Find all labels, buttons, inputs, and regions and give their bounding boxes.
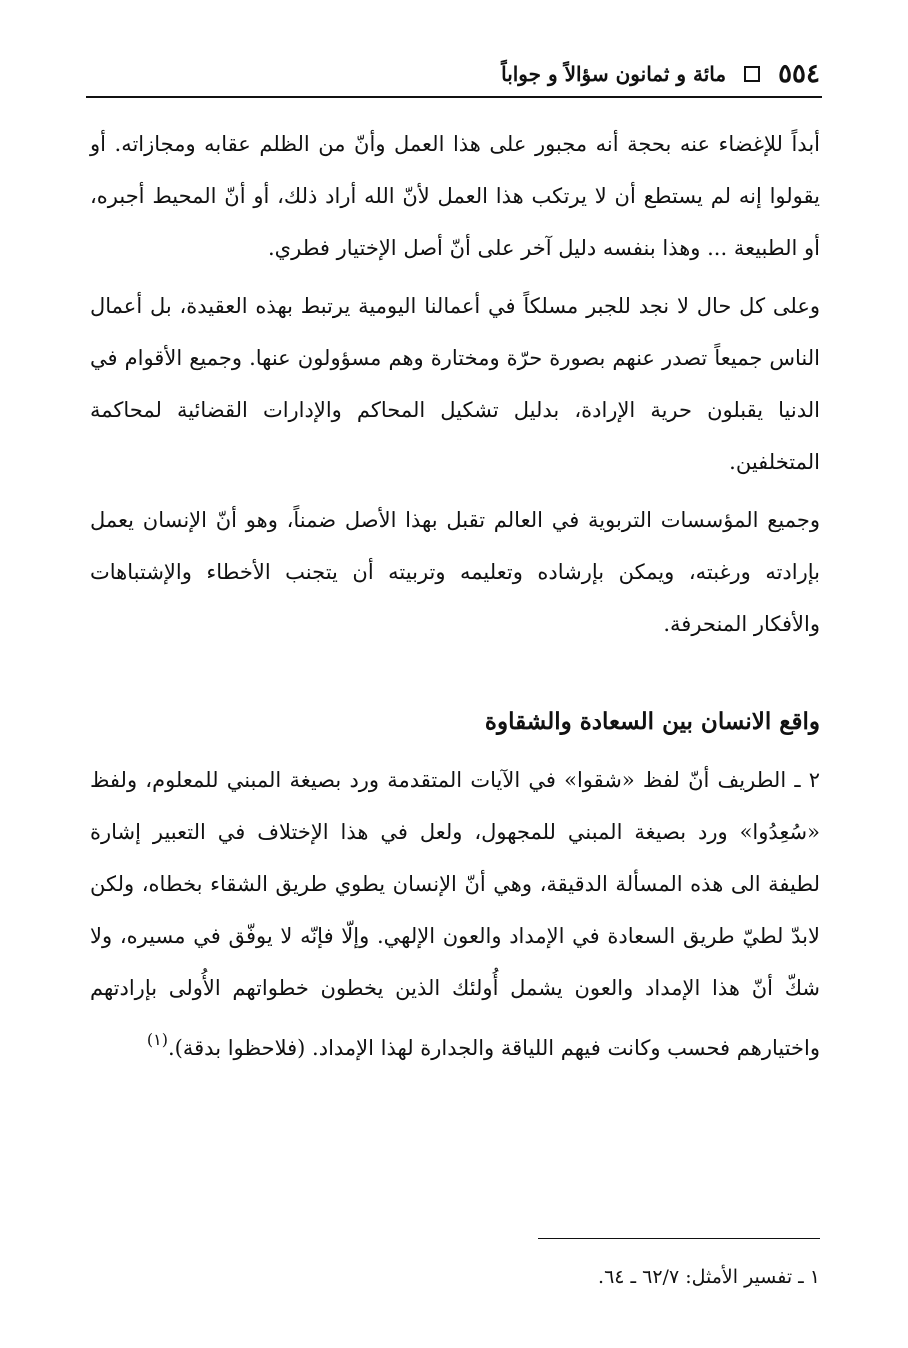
footnote: ١ ـ تفسير الأمثل: ٦٢/٧ ـ ٦٤.: [598, 1266, 820, 1288]
book-title: مائة و ثمانون سؤالاً و جواباً: [501, 62, 727, 86]
section-paragraph-text: ٢ ـ الطريف أنّ لفظ «شقوا» في الآيات المتقدمة ورد بصيغة المبني للمعلوم، ولفظ «سُعِدُوا» ورد بصيغة المبني للمجهول، ولعل في هذا الإختلاف في التعبير إشارة لطيفة الى هذه المسألة الدقيقة، وهي أنّ الإنسان يطوي طريق الشقاء بخطاه، ولكن لابدّ لطيّ طريق السعادة في الإمداد والعون الإلهي. وإلّا فإنّه لا يوفّق في مسيره، ولا شكّ أنّ هذا الإمداد والعون يشمل أُولئك الذين يخطون خطواتهم الأُولى بإرادتهم واختيارهم فحسب وكانت فيهم اللياقة والجدارة لهذا الإمداد. (فلاحظوا بدقة).: [90, 768, 820, 1060]
page-number: ٥٥٤: [778, 59, 820, 89]
running-head: [90, 54, 820, 94]
footnote-divider: [538, 1238, 820, 1239]
paragraph: وعلى كل حال لا نجد للجبر مسلكاً في أعمالنا اليومية يرتبط بهذه العقيدة، بل أعمال الناس جميعاً تصدر عنهم بصورة حرّة ومختارة وهم مسؤولون عنها. وجميع الأقوام في الدنيا يقبلون حرية الإرادة، بدليل تشكيل المحاكم والإدارات القضائية لمحاكمة المتخلفين.: [90, 294, 820, 474]
square-ornament-icon: [744, 66, 760, 82]
footnote-reference: (١): [146, 1030, 168, 1049]
header-divider: [86, 96, 822, 98]
section-heading: واقع الانسان بين السعادة والشقاوة: [484, 708, 820, 735]
paragraph: أبداً للإغضاء عنه بحجة أنه مجبور على هذا العمل وأنّ من الظلم عقابه ومجازاته. أو يقولوا إنه لم يستطع أن لا يرتكب هذا العمل لأنّ الله أراد ذلك، أو أنّ المحيط أجبره، أو الطبيعة ... وهذا بنفسه دليل آخر على أنّ أصل الإختيار فطري.: [90, 132, 820, 260]
body-text: [90, 118, 820, 1074]
section-paragraph: [90, 754, 820, 1074]
paragraph: وجميع المؤسسات التربوية في العالم تقبل بهذا الأصل ضمناً، وهو أنّ الإنسان يعمل بإرادته ورغبته، ويمكن بإرشاده وتعليمه وتربيته أن يتجنب الأخطاء والإشتباهات والأفكار المنحرفة.: [90, 508, 820, 636]
